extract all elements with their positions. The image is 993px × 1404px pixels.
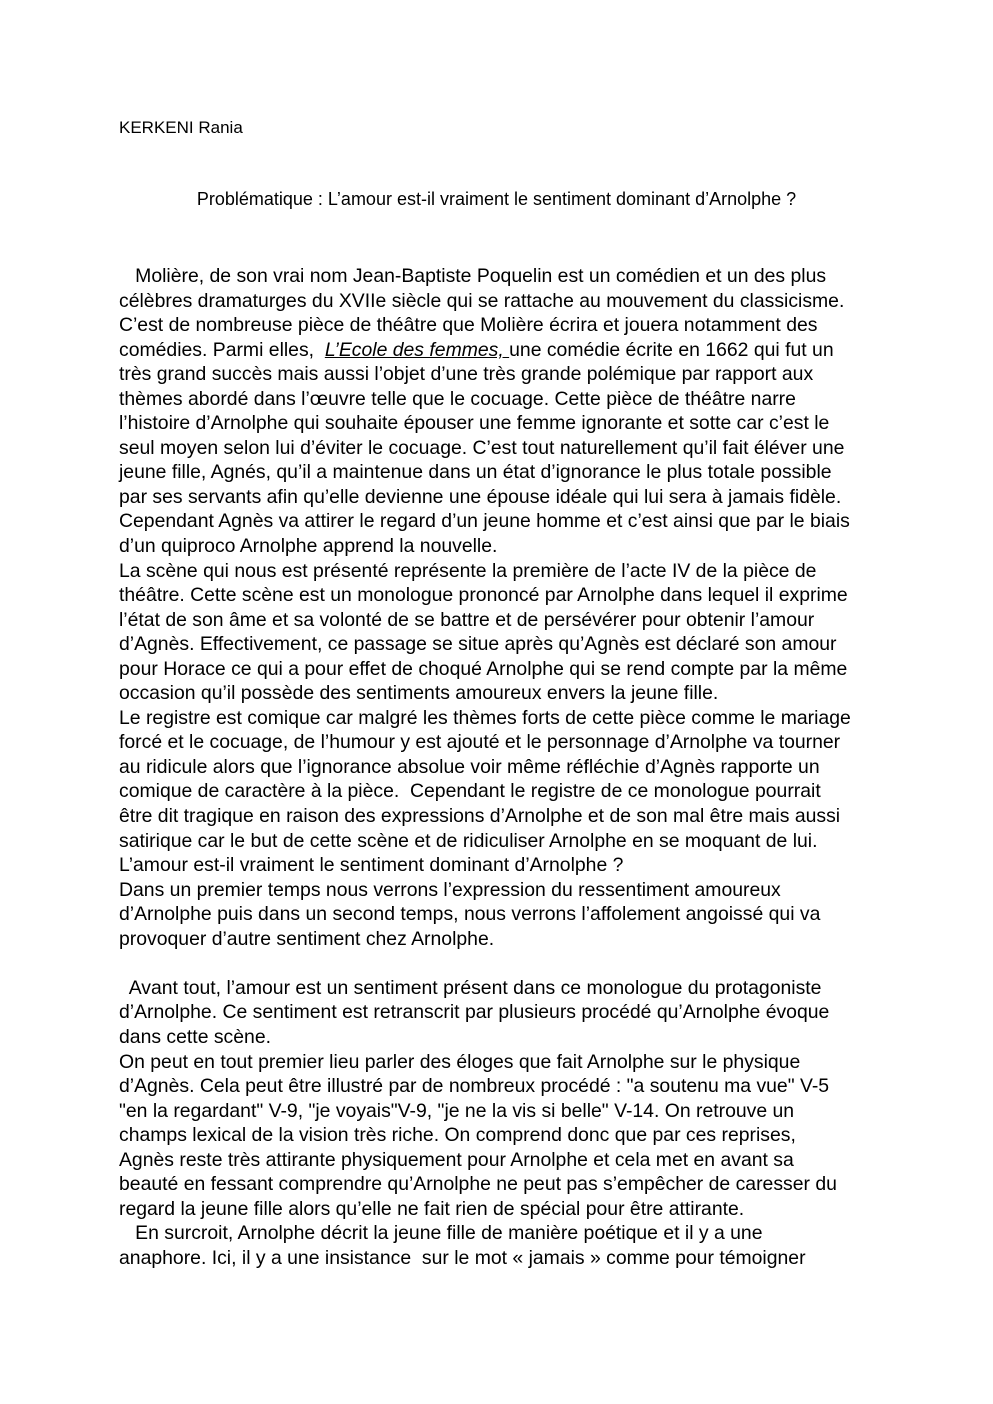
text-line: l’état de son âme et sa volonté de se battre et de persévérer pour obtenir l’amour [119, 608, 815, 631]
text-line: comique de caractère à la pièce. Cependant le registre de ce monologue pourrait [119, 780, 821, 803]
text-line: d’Agnès. Effectivement, ce passage se situe après qu’Agnès est déclaré son amour [119, 633, 837, 656]
text-line: satirique car le but de cette scène et de ridiculiser Arnolphe en se moquant de lui. [119, 829, 818, 852]
text-line: Agnès reste très attirante physiquement pour Arnolphe et cela met en avant sa [119, 1148, 794, 1171]
text-line: On peut en tout premier lieu parler des éloges que fait Arnolphe sur le physique [119, 1050, 801, 1073]
text-line: champs lexical de la vision très riche. On comprend donc que par ces reprises, [119, 1124, 796, 1147]
paragraph-partie1 [119, 976, 889, 1050]
text-line: l’histoire d’Arnolphe qui souhaite épouser une femme ignorante et sotte car c’est le [119, 412, 830, 435]
text-line: d’Agnès. Cela peut être illustré par de nombreux procédé : "a soutenu ma vue" V-5 [119, 1075, 830, 1098]
text-line: C’est de nombreuse pièce de théâtre que Molière écrira et jouera notamment des [119, 314, 818, 337]
text-line: célèbres dramaturges du XVIIe siècle qui se rattache au mouvement du classicisme. [119, 289, 845, 312]
text-line: thèmes abordé dans l’œuvre telle que le cocuage. Cette pièce de théâtre narre [119, 387, 796, 410]
text-line: dans cette scène. [119, 1025, 271, 1048]
paragraph-surcroit [119, 1221, 889, 1270]
text-line: Molière, de son vrai nom Jean-Baptiste Poquelin est un comédien et un des plus [119, 265, 827, 287]
problematique-heading: Problématique : L’amour est-il vraiment le sentiment dominant d’Arnolphe ? [196, 189, 797, 209]
text-line: Cependant Agnès va attirer le regard d’un jeune homme et c’est ainsi que par le biais [119, 510, 850, 533]
text-line: regard la jeune fille alors qu’elle ne fait rien de spécial pour être attirante. [119, 1197, 745, 1220]
text-line: La scène qui nous est présenté représente la première de l’acte IV de la pièce de [119, 559, 817, 582]
text-line: occasion qu’il possède des sentiments amoureux envers la jeune fille. [119, 682, 719, 705]
text-line: d’un quiproco Arnolphe apprend la nouvelle. [119, 535, 498, 558]
text-line: Le registre est comique car malgré les thèmes forts de cette pièce comme le mariage [119, 706, 851, 729]
paragraph-registre [119, 706, 889, 853]
text-line: L’amour est-il vraiment le sentiment dominant d’Arnolphe ? [119, 854, 624, 877]
text-line: très grand succès mais aussi l’objet d’une très grande polémique par rapport aux [119, 363, 814, 386]
text-line: provoquer d’autre sentiment chez Arnolphe. [119, 927, 495, 950]
author-name: KERKENI Rania [119, 118, 243, 137]
text-line: être dit tragique en raison des expressions d’Arnolphe et de son mal être mais aussi [119, 805, 841, 828]
text-segment: comédies. Parmi elles, [119, 338, 325, 361]
text-line: jeune fille, Agnés, qu’il a maintenue dans un état d’ignorance le plus totale possible [119, 461, 832, 484]
text-line: Avant tout, l’amour est un sentiment présent dans ce monologue du protagoniste [119, 976, 822, 999]
text-line: beauté en fessant comprendre qu’Arnolphe ne peut pas s’empêcher de caresser du [119, 1173, 837, 1196]
paragraph-eloges [119, 1050, 889, 1222]
text-line: au ridicule alors que l’ignorance absolue voir même réfléchie d’Agnès rapporte un [119, 755, 820, 778]
text-line: Dans un premier temps nous verrons l’expression du ressentiment amoureux [119, 878, 781, 901]
text-line: "en la regardant" V-9, "je voyais"V-9, "je ne la vis si belle" V-14. On retrouve un [119, 1099, 795, 1122]
paragraph-plan [119, 878, 889, 952]
text-line: pour Horace ce qui a pour effet de choqué Arnolphe qui se rend compte par la même [119, 657, 848, 680]
text-line [119, 338, 889, 363]
text-line: d’Arnolphe puis dans un second temps, nous verrons l’affolement angoissé qui va [119, 903, 821, 926]
paragraph-spacer [119, 951, 889, 976]
paragraph-scene [119, 559, 889, 706]
text-line: forcé et le cocuage, de l’humour y est ajouté et le personnage d’Arnolphe va tourner [119, 731, 841, 754]
work-title: L’Ecole des femmes, [324, 338, 510, 361]
text-line: En surcroit, Arnolphe décrit la jeune fille de manière poétique et il y a une [119, 1222, 763, 1245]
paragraph-intro [119, 264, 889, 559]
text-line: théâtre. Cette scène est un monologue prononcé par Arnolphe dans lequel il exprime [119, 584, 848, 607]
paragraph-question [119, 853, 889, 878]
text-line: d’Arnolphe. Ce sentiment est retranscrit par plusieurs procédé qu’Arnolphe évoque [119, 1001, 830, 1024]
text-segment: une comédie écrite en 1662 qui fut un [509, 338, 834, 361]
essay-body [119, 264, 889, 1270]
text-line: par ses servants afin qu’elle devienne une épouse idéale qui lui sera à jamais fidèle. [119, 485, 842, 508]
text-line: seul moyen selon lui d’éviter le cocuage. C’est tout naturellement qu’il fait éléver une [119, 436, 845, 459]
text-line: anaphore. Ici, il y a une insistance sur le mot « jamais » comme pour témoigner [119, 1246, 806, 1269]
